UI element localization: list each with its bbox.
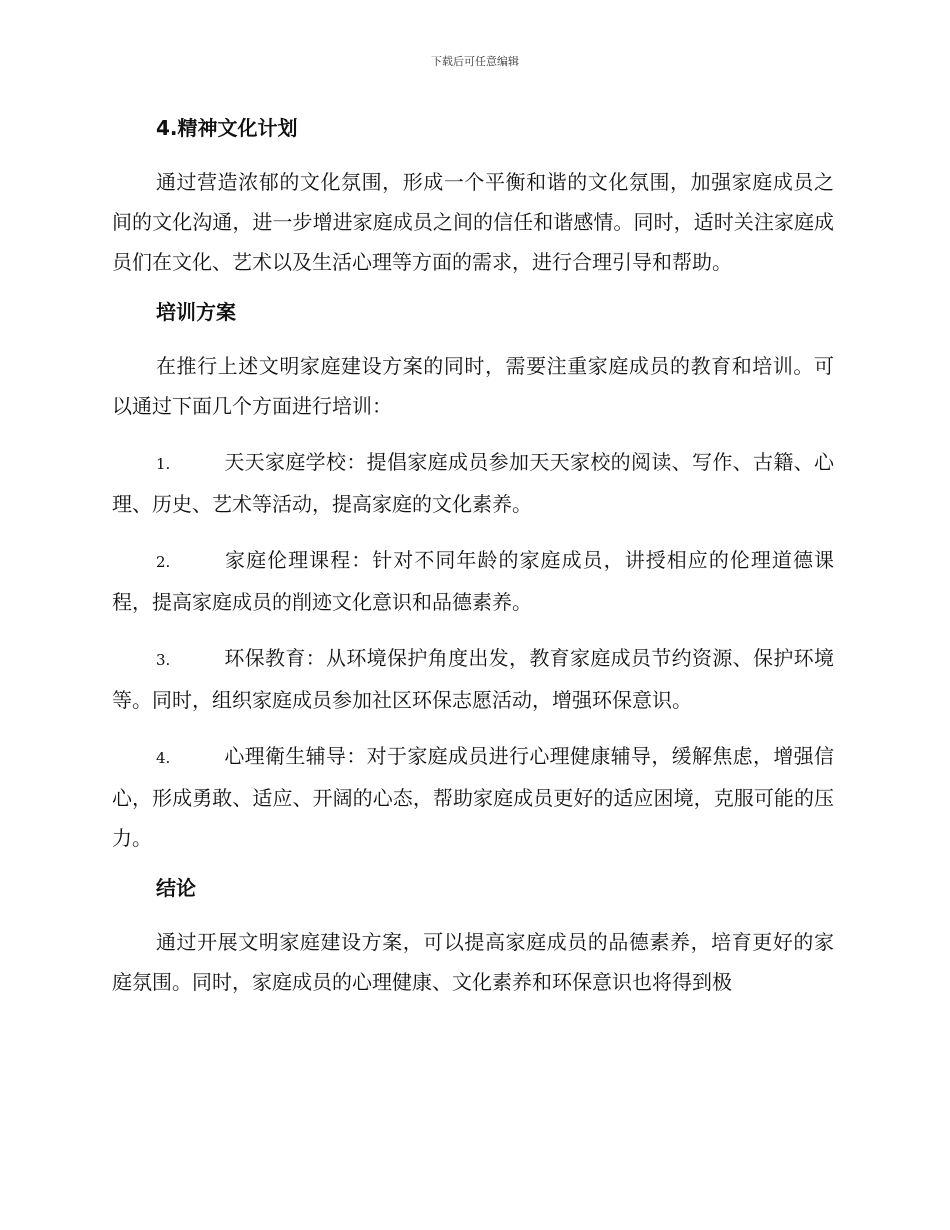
list-item-text: 环保教育：从环境保护角度出发，教育家庭成员节约资源、保护环境等。同时，组织家庭成员参加社区环保志愿活动，增强环保意识。: [112, 646, 834, 712]
list-item-text: 心理衛生辅导：对于家庭成员进行心理健康辅导，缓解焦虑，增强信心，形成勇敢、适应、开阔的心态，帮助家庭成员更好的适应困境，克服可能的压力。: [112, 744, 834, 850]
list-item: [112, 540, 834, 622]
document-body: [112, 110, 834, 1002]
list-item: [112, 638, 834, 720]
section-paragraph-spiritual-culture: 通过营造浓郁的文化氛围，形成一个平衡和谐的文化氛围，加强家庭成员之间的文化沟通，进一步增进家庭成员之间的信任和谐感情。同时，适时关注家庭成员们在文化、艺术以及生活心理等方面的需求，进行合理引导和帮助。: [112, 170, 834, 274]
section-paragraph-conclusion: 通过开展文明家庭建设方案，可以提高家庭成员的品德素养，培育更好的家庭氛围。同时，家庭成员的心理健康、文化素养和环保意识也将得到极: [112, 930, 834, 994]
list-item: [112, 442, 834, 524]
section-heading-spiritual-culture: 4.精神文化计划: [156, 116, 298, 140]
section-heading-conclusion: 结论: [156, 876, 196, 900]
section-heading-training: 培训方案: [156, 300, 236, 324]
list-item-text: 家庭伦理课程：针对不同年龄的家庭成员，讲授相应的伦理道德课程，提高家庭成员的削迹文化意识和品德素养。: [112, 548, 834, 614]
section-paragraph-training: 在推行上述文明家庭建设方案的同时，需要注重家庭成员的教育和培训。可以通过下面几个方面进行培训：: [112, 354, 834, 418]
list-item-text: 天天家庭学校：提倡家庭成员参加天天家校的阅读、写作、古籍、心理、历史、艺术等活动，提高家庭的文化素养。: [112, 450, 834, 516]
list-item: [112, 736, 834, 858]
page-header: 下载后可任意编辑: [431, 55, 519, 68]
list-item-number: 1.: [156, 455, 171, 473]
list-item-number: 2.: [156, 553, 171, 571]
list-item-number: 3.: [156, 651, 171, 669]
list-item-number: 4.: [156, 749, 171, 767]
